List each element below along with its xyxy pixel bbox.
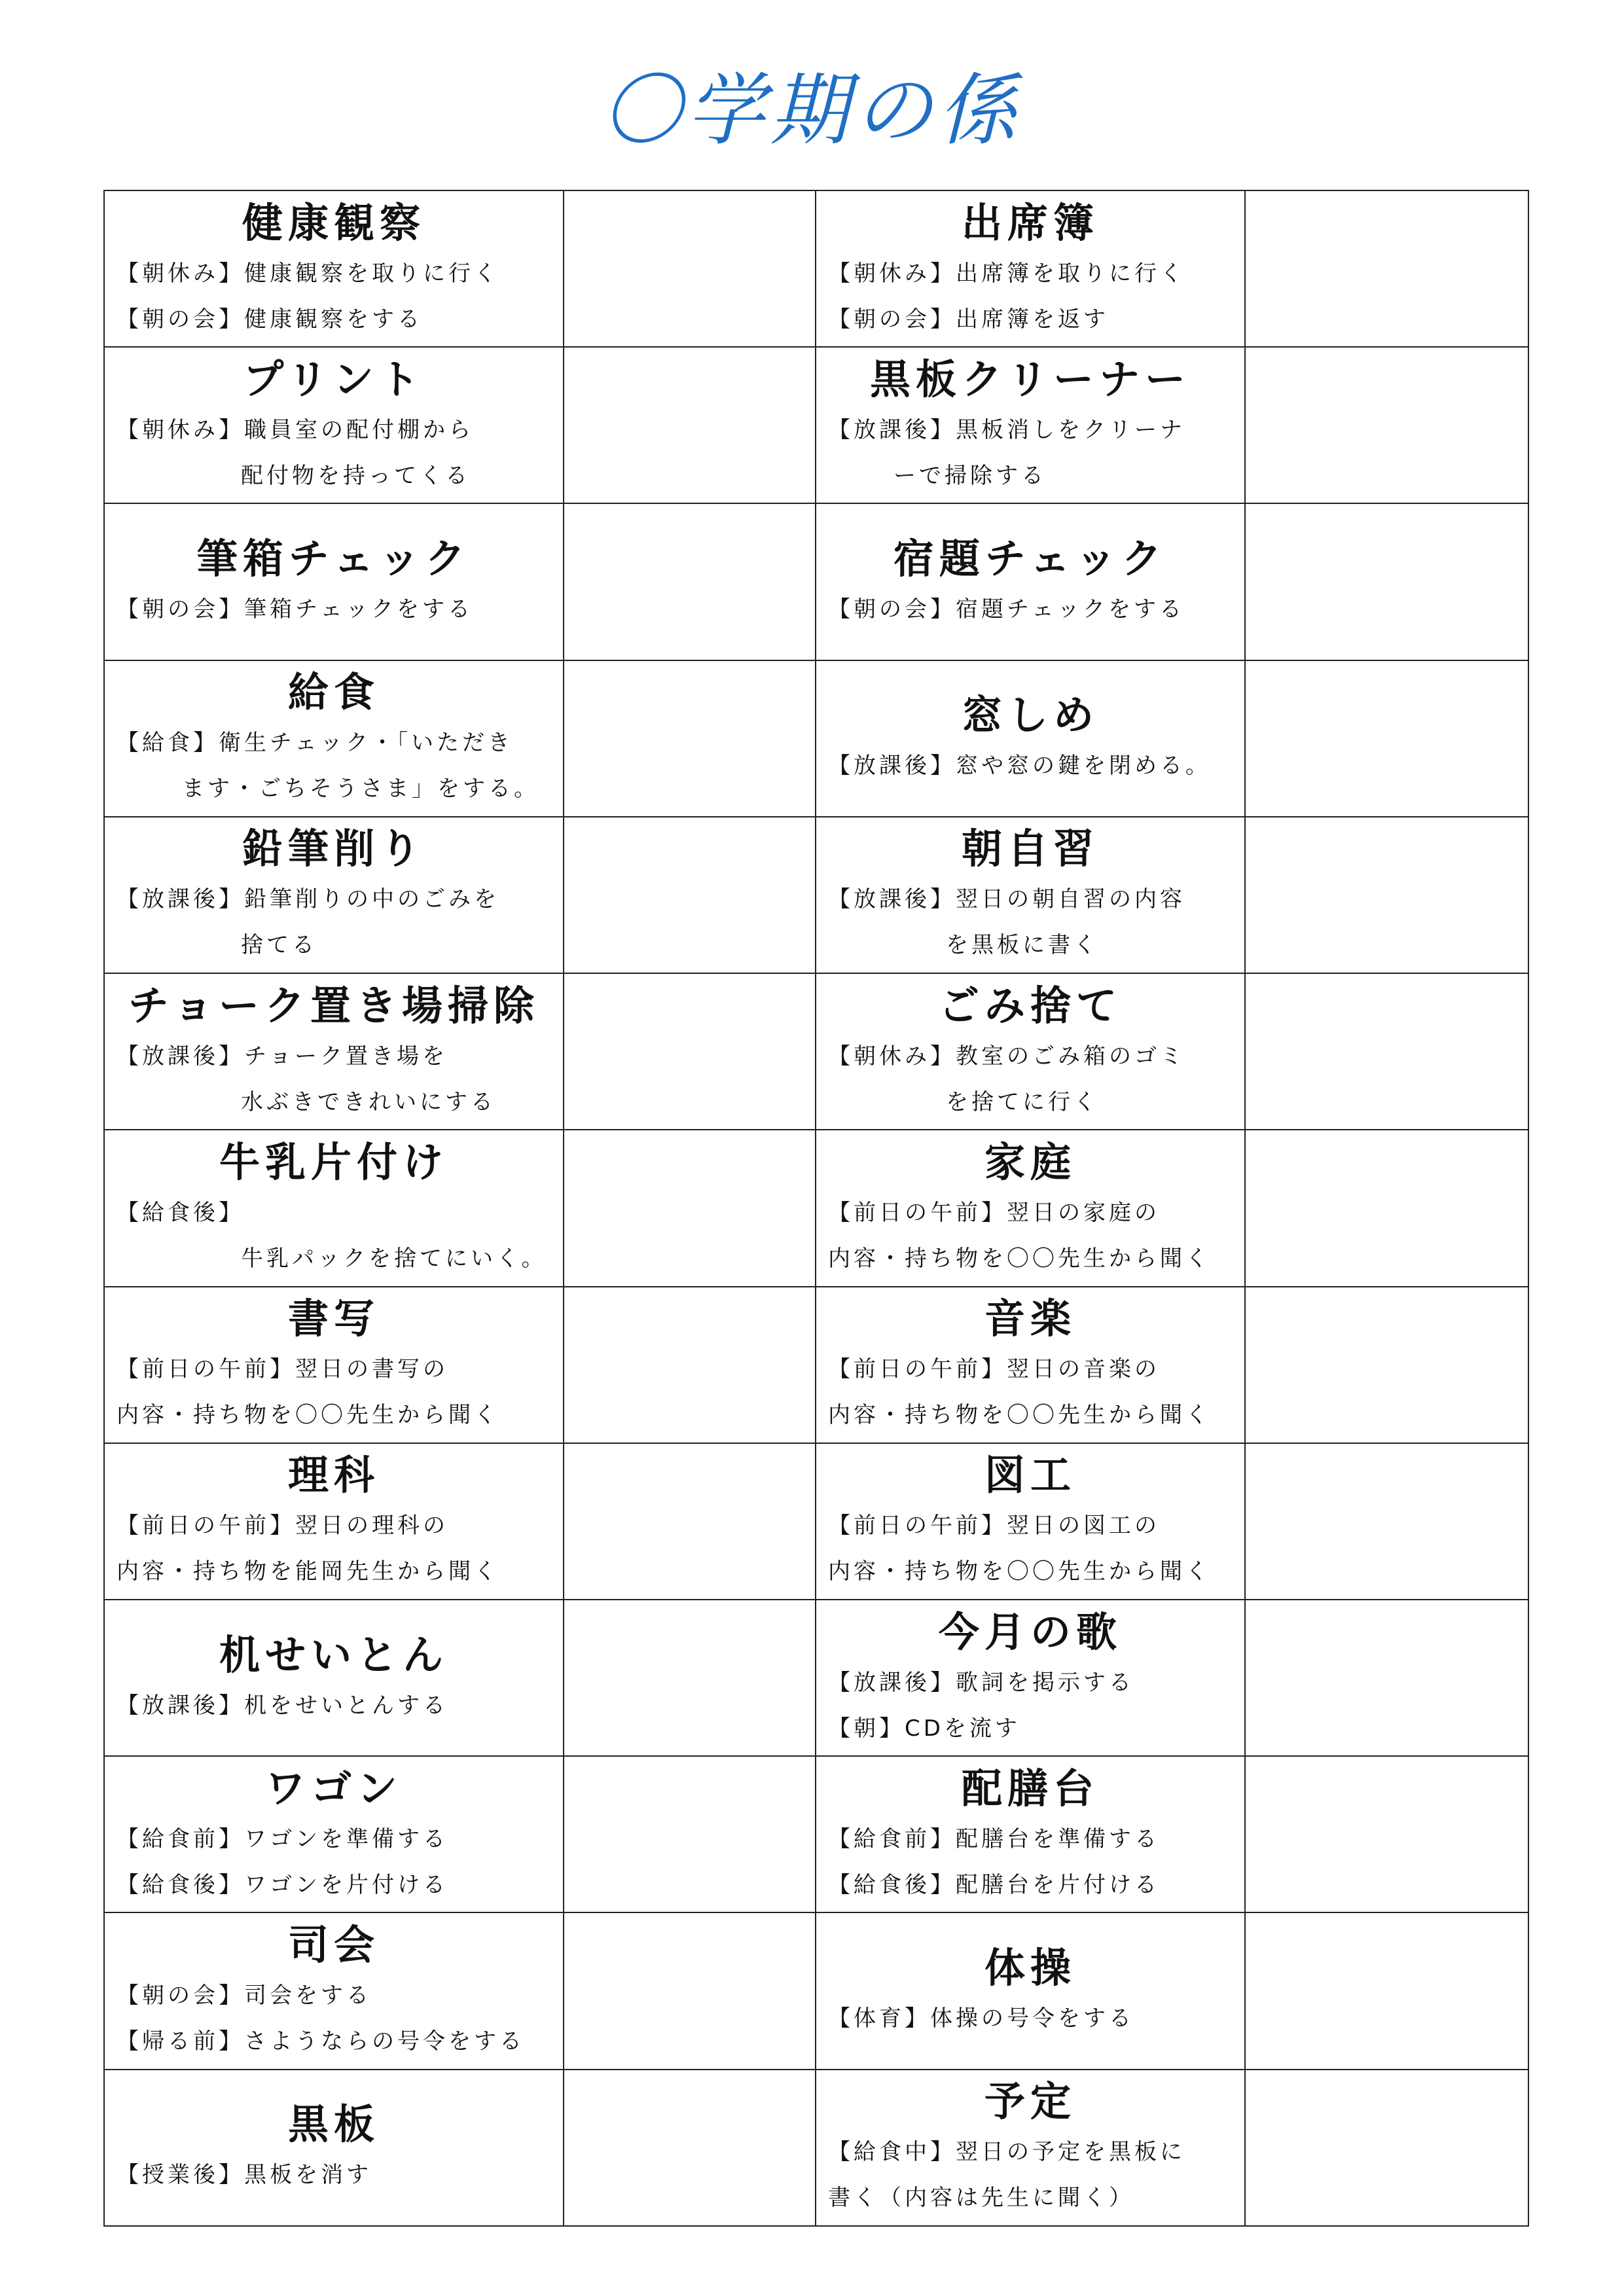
assignee-cell[interactable] (1245, 347, 1528, 503)
assignee-cell[interactable] (564, 503, 816, 660)
role-duty: 【朝の会】宿題チェックをする (828, 596, 1185, 623)
role-duty: 【帰る前】さようならの号令をする (117, 2028, 525, 2055)
assignee-cell[interactable] (1245, 1912, 1528, 2069)
role-duty: 【前日の午前】翌日の図工の (828, 1513, 1160, 1539)
role-name: 机せいとん (219, 1630, 448, 1679)
role-name: ごみ捨て (938, 981, 1122, 1030)
role-name: ワゴン (264, 1764, 403, 1812)
assignee-cell[interactable] (564, 1912, 816, 2069)
role-duty: を黒板に書く (946, 932, 1099, 959)
assignee-cell[interactable] (1245, 1130, 1528, 1286)
role-name: 黒板 (287, 2100, 380, 2149)
role-name: 今月の歌 (938, 1607, 1122, 1656)
role-duty: 【給食】衛生チェック・「いただき (117, 730, 513, 757)
role-duty: 捨てる (241, 932, 317, 959)
role-duty: 配付物を持ってくる (241, 462, 471, 489)
assignee-cell[interactable] (564, 1287, 816, 1443)
role-duty: 内容・持ち物を〇〇先生から聞く (828, 1245, 1211, 1272)
table-row (104, 660, 1528, 817)
role-name: 司会 (287, 1921, 380, 1969)
role-name: 黒板クリーナー (869, 355, 1191, 403)
role-name: 牛乳片付け (219, 1138, 448, 1186)
assignee-cell[interactable] (1245, 660, 1528, 817)
role-duty: 【放課後】窓や窓の鍵を閉める。 (828, 753, 1211, 780)
role-duty: 【朝の会】健康観察をする (117, 306, 423, 332)
role-cell (816, 1443, 1245, 1600)
assignee-cell[interactable] (564, 2070, 816, 2226)
role-cell (104, 1443, 564, 1600)
role-duty: 【授業後】黒板を消す (117, 2162, 372, 2189)
table-row (104, 1443, 1528, 1600)
role-cell (104, 973, 564, 1130)
table-row (104, 1600, 1528, 1756)
table-row (104, 347, 1528, 503)
role-name: 出席簿 (961, 198, 1099, 247)
role-duty: 【朝休み】出席簿を取りに行く (828, 260, 1185, 287)
role-cell (104, 347, 564, 503)
role-name: 音楽 (984, 1295, 1076, 1343)
role-duty: 【給食後】 (117, 1199, 244, 1226)
role-name: プリント (243, 355, 425, 403)
role-duty: 内容・持ち物を〇〇先生から聞く (828, 1558, 1211, 1585)
role-duty: 【給食前】配膳台を準備する (828, 1825, 1160, 1852)
role-cell (104, 1756, 564, 1912)
role-cell (816, 660, 1245, 817)
role-cell (104, 2070, 564, 2226)
table-row (104, 2070, 1528, 2226)
table-row (104, 1912, 1528, 2069)
role-name: 理科 (287, 1451, 380, 1499)
role-duty: 内容・持ち物を〇〇先生から聞く (828, 1402, 1211, 1429)
role-duty: 【放課後】翌日の朝自習の内容 (828, 886, 1185, 913)
assignee-cell[interactable] (564, 973, 816, 1130)
role-duty: ーで掃除する (893, 462, 1047, 489)
role-name: 健康観察 (242, 198, 425, 247)
assignee-cell[interactable] (564, 347, 816, 503)
role-duty: 書く（内容は先生に聞く） (828, 2185, 1134, 2212)
role-duty: 牛乳パックを捨てにいく。 (241, 1245, 547, 1272)
role-duty: 【放課後】机をせいとんする (117, 1692, 448, 1719)
role-cell (816, 2070, 1245, 2226)
role-duty: 【放課後】歌詞を掲示する (828, 1669, 1134, 1696)
assignee-cell[interactable] (564, 190, 816, 347)
role-name: 朝自習 (961, 825, 1099, 873)
assignee-cell[interactable] (564, 660, 816, 817)
assignee-cell[interactable] (1245, 1756, 1528, 1912)
assignee-cell[interactable] (1245, 1443, 1528, 1600)
assignee-cell[interactable] (564, 817, 816, 973)
role-name: 家庭 (984, 1138, 1076, 1186)
role-duty: 【前日の午前】翌日の家庭の (828, 1199, 1160, 1226)
role-duty: 【朝】CDを流す (828, 1715, 1020, 1742)
role-duty: 【給食中】翌日の予定を黒板に (828, 2139, 1185, 2166)
role-duty: 【放課後】黒板消しをクリーナ (828, 416, 1185, 443)
role-name: 窓しめ (961, 691, 1099, 740)
table-row (104, 1756, 1528, 1912)
role-table (103, 190, 1529, 2227)
role-name: 図工 (984, 1451, 1076, 1499)
table-row (104, 973, 1528, 1130)
assignee-cell[interactable] (564, 1443, 816, 1600)
page-title: 〇学期の係 (602, 65, 1022, 156)
role-duty: 内容・持ち物を〇〇先生から聞く (117, 1402, 499, 1429)
assignee-cell[interactable] (1245, 190, 1528, 347)
role-duty: 【体育】体操の号令をする (828, 2005, 1134, 2032)
role-cell (816, 347, 1245, 503)
role-cell (104, 1912, 564, 2069)
table-row (104, 1287, 1528, 1443)
role-name: 筆箱チェック (196, 535, 471, 583)
role-cell (816, 1756, 1245, 1912)
role-cell (816, 1130, 1245, 1286)
role-name: 鉛筆削り (242, 825, 425, 873)
role-cell (816, 503, 1245, 660)
table-row (104, 817, 1528, 973)
role-duty: 【前日の午前】翌日の理科の (117, 1513, 448, 1539)
role-duty: 【給食前】ワゴンを準備する (117, 1825, 448, 1852)
role-duty: 内容・持ち物を能岡先生から聞く (117, 1558, 499, 1585)
role-duty: を捨てに行く (946, 1088, 1099, 1115)
role-name: 配膳台 (961, 1764, 1099, 1812)
role-duty: 【放課後】鉛筆削りの中のごみを (117, 886, 499, 913)
table-row (104, 1130, 1528, 1286)
role-duty: 【前日の午前】翌日の音楽の (828, 1356, 1160, 1383)
assignee-cell[interactable] (1245, 973, 1528, 1130)
role-duty: 【朝の会】筆箱チェックをする (117, 596, 473, 623)
assignee-cell[interactable] (564, 1130, 816, 1286)
assignee-cell[interactable] (1245, 2070, 1528, 2226)
assignee-cell[interactable] (564, 1600, 816, 1756)
role-name: 宿題チェック (893, 535, 1168, 583)
role-duty: 水ぶきできれいにする (241, 1088, 496, 1115)
role-duty: 【朝の会】司会をする (117, 1982, 372, 2009)
role-cell (816, 190, 1245, 347)
assignee-cell[interactable] (1245, 817, 1528, 973)
assignee-cell[interactable] (1245, 1287, 1528, 1443)
role-name: 予定 (984, 2077, 1076, 2126)
role-name: 給食 (287, 668, 380, 717)
assignee-cell[interactable] (1245, 503, 1528, 660)
role-name: 書写 (287, 1295, 380, 1343)
assignee-cell[interactable] (1245, 1600, 1528, 1756)
role-cell (816, 817, 1245, 973)
role-name: 体操 (984, 1944, 1076, 1992)
role-duty: 【朝休み】教室のごみ箱のゴミ (828, 1043, 1185, 1069)
role-cell (104, 660, 564, 817)
role-cell (816, 973, 1245, 1130)
role-cell (104, 817, 564, 973)
role-name: チョーク置き場掃除 (128, 981, 540, 1030)
role-duty: ます・ごちそうさま」をする。 (182, 776, 539, 802)
role-cell (104, 1600, 564, 1756)
role-duty: 【前日の午前】翌日の書写の (117, 1356, 448, 1383)
table-row (104, 503, 1528, 660)
role-duty: 【放課後】チョーク置き場を (117, 1043, 448, 1069)
table-row (104, 190, 1528, 347)
role-cell (104, 1130, 564, 1286)
role-cell (104, 190, 564, 347)
role-cell (816, 1600, 1245, 1756)
role-duty: 【給食後】ワゴンを片付ける (117, 1871, 448, 1898)
role-duty: 【朝休み】職員室の配付棚から (117, 416, 474, 443)
role-cell (104, 1287, 564, 1443)
assignee-cell[interactable] (564, 1756, 816, 1912)
role-duty: 【朝の会】出席簿を返す (828, 306, 1109, 332)
role-duty: 【給食後】配膳台を片付ける (828, 1871, 1160, 1898)
role-duty: 【朝休み】健康観察を取りに行く (117, 260, 499, 287)
role-cell (816, 1287, 1245, 1443)
role-cell (104, 503, 564, 660)
role-cell (816, 1912, 1245, 2069)
